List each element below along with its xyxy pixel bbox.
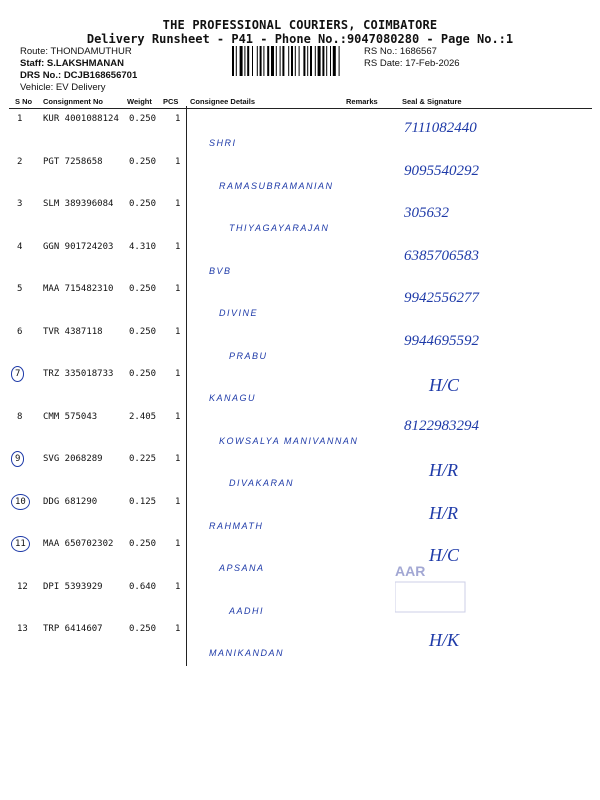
row-pcs: 1	[175, 199, 181, 209]
company-title: THE PROFESSIONAL COURIERS, COIMBATORE	[162, 18, 438, 32]
table-row	[9, 238, 592, 280]
row-signature: 9944695592	[404, 332, 479, 349]
row-sno: 6	[17, 326, 23, 337]
table-row	[9, 535, 592, 577]
row-signature: 9095540292	[404, 162, 479, 179]
col-pcs: PCS	[163, 97, 179, 106]
row-sno: 10	[11, 494, 30, 510]
row-sno: 1	[17, 114, 23, 124]
col-sno: S No	[15, 97, 33, 106]
row-pcs: 1	[175, 581, 181, 592]
row-consignee: KOWSALYA MANIVANNAN	[219, 435, 359, 446]
row-pcs: 1	[175, 369, 181, 379]
row-consignment: MAA 715482310	[43, 284, 114, 294]
table-row	[9, 153, 592, 195]
row-signature: 7111082440	[404, 120, 477, 136]
row-consignee: MANIKANDAN	[209, 648, 285, 658]
row-pcs: 1	[175, 114, 181, 124]
row-pcs: 1	[175, 624, 181, 634]
table-row	[9, 195, 592, 237]
row-weight: 0.250	[129, 114, 157, 124]
row-weight: 2.405	[129, 411, 157, 422]
runsheet-title: Delivery Runsheet - P41 - Phone No.:9047080280 - Page No.:1	[86, 32, 514, 46]
table-row	[9, 323, 592, 365]
row-sno: 9	[11, 451, 24, 467]
row-sno: 5	[17, 284, 23, 294]
drs-line: DRS No.: DCJB168656701	[20, 70, 138, 81]
row-weight: 0.250	[129, 369, 157, 379]
row-weight: 0.125	[129, 496, 157, 507]
barcode	[232, 46, 360, 76]
row-signature: 305632	[404, 205, 449, 221]
row-consignee: THIYAGAYARAJAN	[229, 223, 330, 233]
svg-text:AAR: AAR	[395, 563, 426, 579]
row-consignment: MAA 650702302	[43, 539, 114, 549]
row-signature: 6385706583	[404, 247, 479, 264]
row-signature: H/R	[429, 460, 458, 480]
row-signature: H/C	[429, 375, 460, 395]
row-consignee: AADHI	[229, 605, 265, 616]
row-weight: 0.250	[129, 624, 157, 634]
row-weight: 0.250	[129, 284, 157, 294]
row-signature: 8122983294	[404, 417, 479, 434]
row-sno: 8	[17, 411, 23, 422]
rs-date-line: RS Date: 17-Feb-2026	[364, 58, 460, 69]
row-pcs: 1	[175, 411, 181, 422]
row-consignment: DPI 5393929	[43, 581, 103, 592]
row-consignment: GGN 901724203	[43, 241, 114, 252]
table-row	[9, 578, 592, 620]
row-signature: H/R	[429, 502, 458, 523]
row-consignee: DIVAKARAN	[229, 478, 295, 488]
row-pcs: 1	[175, 241, 181, 252]
row-consignee: KANAGU	[209, 393, 257, 403]
row-weight: 0.250	[129, 199, 157, 209]
col-signature: Seal & Signature	[402, 97, 462, 106]
row-sno: 13	[17, 624, 28, 634]
row-consignee: PRABU	[229, 350, 268, 361]
row-consignment: TRP 6414607	[43, 624, 103, 634]
table-row	[9, 493, 592, 535]
row-sno: 3	[17, 199, 23, 209]
route-line: Route: THONDAMUTHUR	[20, 46, 132, 57]
col-remarks: Remarks	[346, 97, 378, 106]
col-consignment: Consignment No	[43, 97, 103, 106]
row-consignment: DDG 681290	[43, 496, 98, 507]
row-consignment: CMM 575043	[43, 411, 98, 422]
row-sno: 7	[11, 366, 24, 382]
row-pcs: 1	[175, 496, 181, 507]
staff-line: Staff: S.LAKSHMANAN	[20, 58, 124, 69]
row-consignee: RAMASUBRAMANIAN	[219, 180, 334, 191]
table-row	[9, 620, 592, 662]
table-row	[9, 110, 592, 152]
row-sno: 11	[11, 536, 30, 552]
row-pcs: 1	[175, 539, 181, 549]
row-consignee: RAHMATH	[209, 520, 264, 531]
row-pcs: 1	[175, 284, 181, 294]
col-weight: Weight	[127, 97, 152, 106]
row-consignee: DIVINE	[219, 308, 259, 318]
table-row	[9, 365, 592, 407]
row-consignment: KUR 4001088124	[43, 114, 119, 124]
header-divider	[9, 108, 592, 109]
table-row	[9, 408, 592, 450]
row-signature: H/C	[429, 545, 460, 565]
row-sno: 4	[17, 241, 23, 252]
row-weight: 0.250	[129, 539, 157, 549]
row-consignment: TRZ 335018733	[43, 369, 114, 379]
row-weight: 0.250	[129, 156, 157, 167]
rs-no-line: RS No.: 1686567	[364, 46, 437, 57]
row-sno: 12	[17, 581, 28, 592]
row-weight: 4.310	[129, 241, 157, 252]
row-weight: 0.250	[129, 326, 157, 337]
row-weight: 0.225	[129, 454, 157, 464]
row-sno: 2	[17, 156, 23, 167]
row-consignment: SVG 2068289	[43, 454, 103, 464]
row-signature: H/K	[429, 630, 460, 650]
vehicle-line: Vehicle: EV Delivery	[20, 82, 106, 93]
stamp	[395, 560, 475, 620]
table-row	[9, 450, 592, 492]
row-consignee: SHRI	[209, 138, 237, 148]
row-consignee: APSANA	[219, 563, 265, 573]
table-row	[9, 280, 592, 322]
row-consignment: PGT 7258658	[43, 156, 103, 167]
row-consignment: TVR 4387118	[43, 326, 103, 337]
col-consignee: Consignee Details	[190, 97, 256, 106]
row-pcs: 1	[175, 156, 181, 167]
row-signature: 9942556277	[404, 290, 479, 306]
row-pcs: 1	[175, 326, 181, 337]
row-consignment: SLM 389396084	[43, 199, 114, 209]
row-weight: 0.640	[129, 581, 157, 592]
row-consignee: BVB	[209, 265, 232, 276]
row-pcs: 1	[175, 454, 181, 464]
